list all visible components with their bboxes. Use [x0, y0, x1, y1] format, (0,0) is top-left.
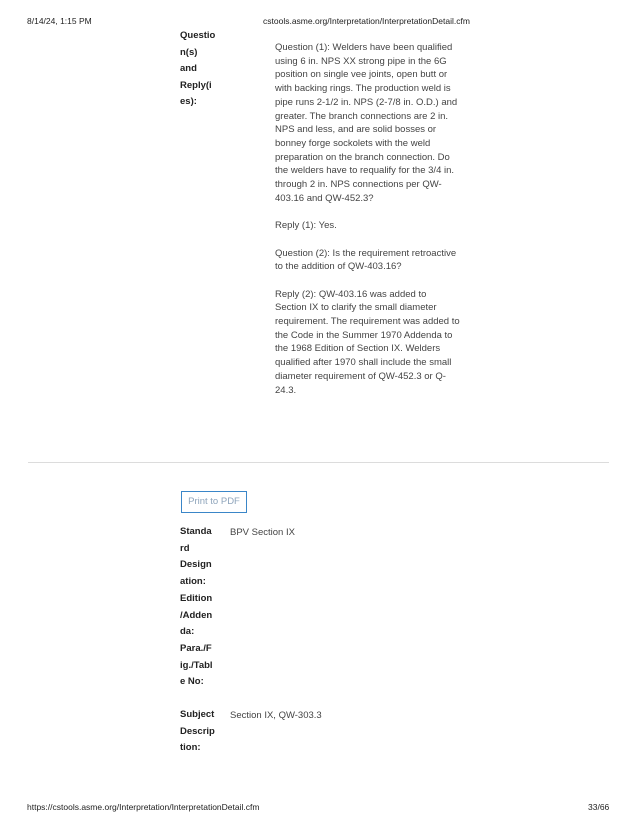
print-timestamp: 8/14/24, 1:15 PM	[27, 16, 92, 26]
page-number: 33/66	[588, 802, 610, 812]
page-url-footer: https://cstools.asme.org/Interpretation/InterpretationDetail.cfm	[27, 802, 260, 812]
questions-replies-text	[275, 41, 460, 411]
reply-2: Reply (2): QW-403.16 was added to Section IX to clarify the small diameter requirement. The requirement was added to the Code in the Summer 1970 Addenda to the 1968 Edition of Section IX. Welders qualified after 1970 shall include the small diameter requirement of QW-452.3 or Q-24.3.	[275, 288, 460, 396]
standard-designation-value: BPV Section IX	[230, 527, 295, 538]
edition-addenda-label: Edition /Adden da:	[180, 593, 213, 637]
subject-description-value: Section IX, QW-303.3	[230, 710, 322, 721]
question-2: Question (2): Is the requirement retroactive to the addition of QW-403.16?	[275, 247, 457, 273]
print-to-pdf-button[interactable]: Print to PDF	[181, 491, 247, 513]
section-divider	[28, 462, 609, 463]
question-1: Question (1): Welders have been qualified using 6 in. NPS XX strong pipe in the 6G position on single vee joints, open butt or with backing rings. The production weld is pipe runs 2-1/2 in. NPS (2-7/8 in. O.D.) and greater. The branch connections are 2 in. NPS and less, and are solid bosses or bonney forge sockolets with the weld preparation on the branch connection. Do the welders have to requalify for the 3/4 in. through 2 in. NPS connections per QW-403.16 and QW-452.3?	[275, 42, 458, 204]
reply-1: Reply (1): Yes.	[275, 220, 337, 232]
questions-replies-label: Questio n(s) and Reply(i es):	[180, 30, 216, 107]
page-url-header: cstools.asme.org/Interpretation/InterpretationDetail.cfm	[263, 16, 470, 26]
standard-designation-label: Standa rd Design ation:	[180, 526, 212, 587]
para-fig-table-label: Para./F ig./Tabl e No:	[180, 643, 213, 687]
subject-description-label: Subject Descrip tion:	[180, 709, 215, 753]
